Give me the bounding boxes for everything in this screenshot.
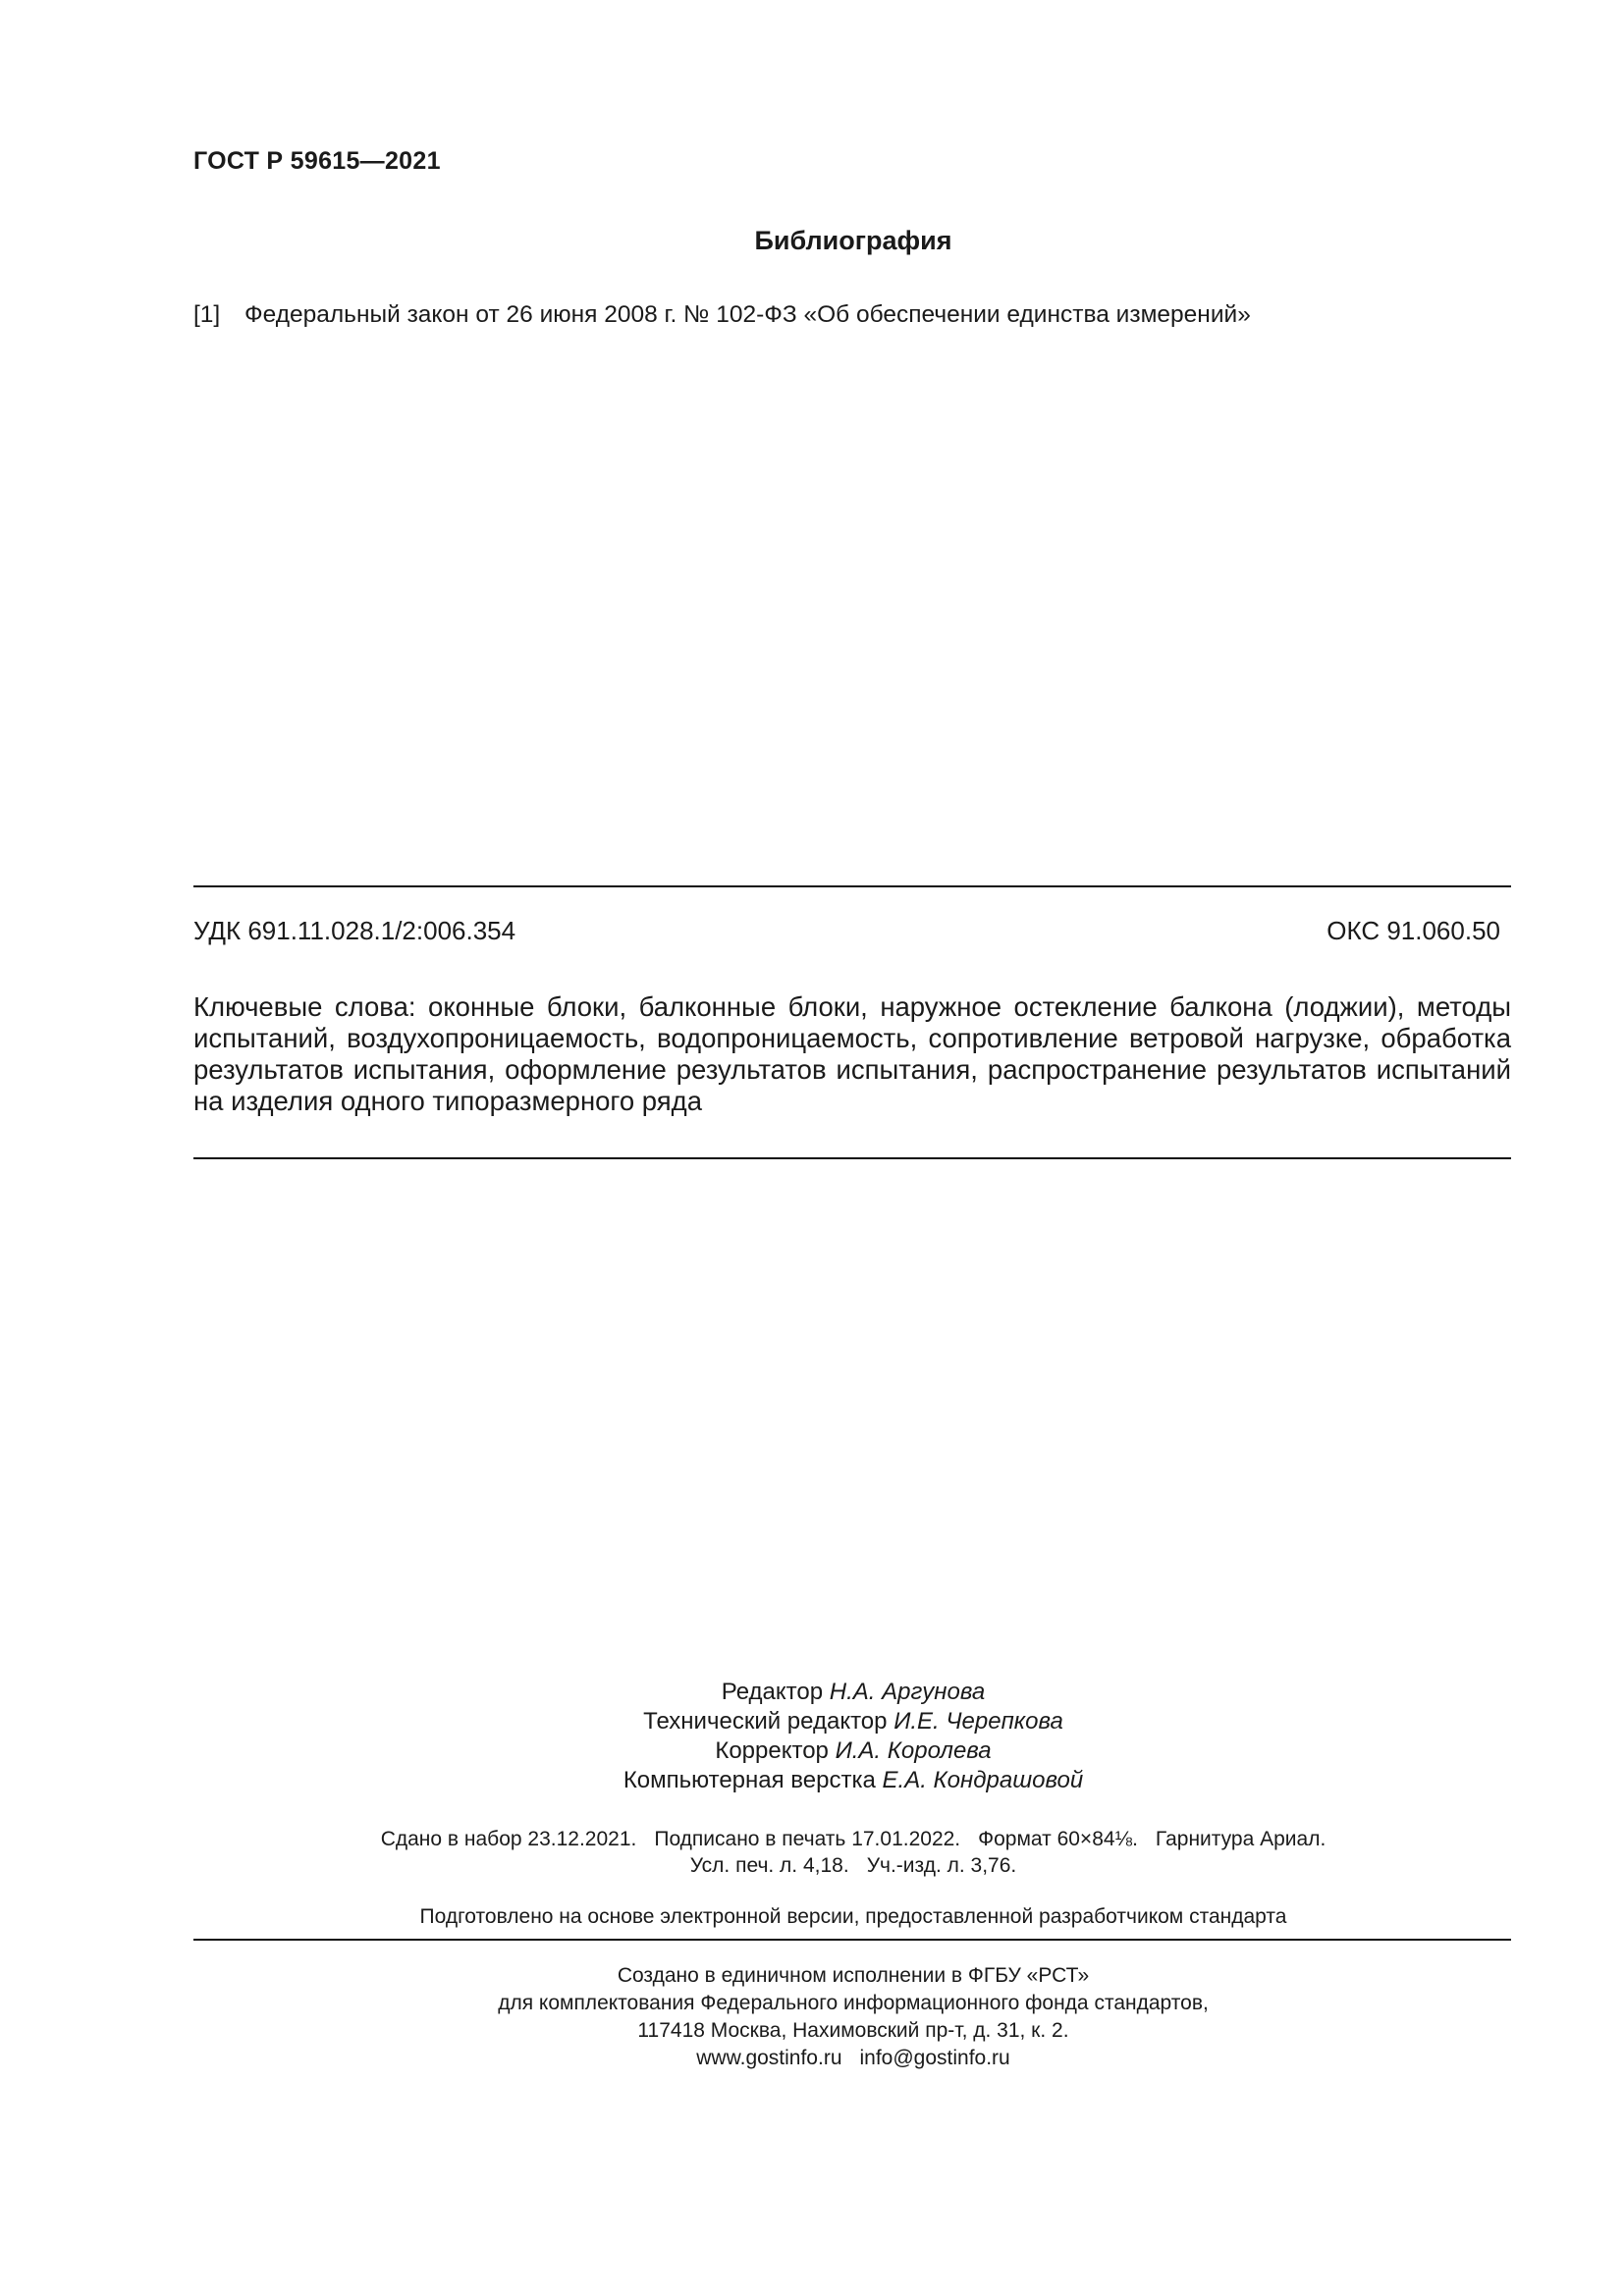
- bibliography-item-text: Федеральный закон от 26 июня 2008 г. № 102-ФЗ «Об обеспечении единства измерений»: [244, 301, 1251, 328]
- keywords-paragraph: Ключевые слова: оконные блоки, балконные блоки, наружное остекление балкона (лоджии), методы испытаний, воздухопроницаемость, водопроницаемость, сопротивление ветровой нагрузке, обработка результатов испытания, оформление результатов испытания, распространение результатов испытаний на изделия одного типоразмерного ряда: [193, 991, 1511, 1116]
- credit-tech-editor: Технический редактор И.Е. Черепкова: [643, 1708, 1063, 1735]
- editor-name: Н.А. Аргунова: [829, 1679, 986, 1705]
- credit-editor: Редактор Н.А. Аргунова: [721, 1679, 986, 1705]
- paper-format: Формат 60×84⅛.: [978, 1828, 1138, 1850]
- bibliography-item: [193, 301, 1251, 329]
- website-link[interactable]: www.gostinfo.ru: [696, 2047, 842, 2069]
- publisher-sheets: Уч.-изд. л. 3,76.: [866, 1854, 1017, 1877]
- oks-code: ОКС 91.060.50: [1326, 916, 1500, 945]
- prepared-note: Подготовлено на основе электронной версии, предоставленной разработчиком стандарта: [419, 1905, 1287, 1928]
- publication-line-1: [0, 1826, 1624, 1852]
- submitted-date: Сдано в набор 23.12.2021.: [380, 1828, 637, 1850]
- document-code: ГОСТ Р 59615—2021: [193, 147, 441, 175]
- layout-name: Е.А. Кондрашовой: [882, 1767, 1084, 1793]
- divider-bottom: [193, 1939, 1511, 1941]
- divider-top: [193, 885, 1511, 887]
- bibliography-title: Библиография: [754, 226, 952, 255]
- corrector-name: И.А. Королева: [835, 1737, 992, 1764]
- udk-code: УДК 691.11.028.1/2:006.354: [193, 916, 516, 945]
- email-link[interactable]: info@gostinfo.ru: [859, 2047, 1010, 2069]
- typeface: Гарнитура Ариал.: [1155, 1828, 1326, 1850]
- footer-line-1: Создано в единичном исполнении в ФГБУ «РСТ»: [617, 1964, 1090, 1987]
- bibliography-item-number: [1]: [193, 301, 221, 328]
- publication-info: [0, 1826, 1624, 1879]
- credit-layout: Компьютерная верстка Е.А. Кондрашовой: [623, 1767, 1084, 1793]
- credit-corrector: Корректор И.А. Королева: [715, 1737, 992, 1764]
- credits-block: [0, 1678, 1624, 1795]
- footer-block: [0, 1962, 1624, 2072]
- footer-line-2: для комплектования Федерального информационного фонда стандартов,: [498, 1992, 1209, 2014]
- tech-editor-name: И.Е. Черепкова: [893, 1708, 1063, 1735]
- publication-line-2: [0, 1852, 1624, 1879]
- divider-middle: [193, 1157, 1511, 1159]
- print-sheets: Усл. печ. л. 4,18.: [689, 1854, 849, 1877]
- footer-line-3: 117418 Москва, Нахимовский пр-т, д. 31, к. 2.: [637, 2019, 1069, 2042]
- signed-date: Подписано в печать 17.01.2022.: [654, 1828, 961, 1850]
- footer-contacts: [0, 2045, 1624, 2072]
